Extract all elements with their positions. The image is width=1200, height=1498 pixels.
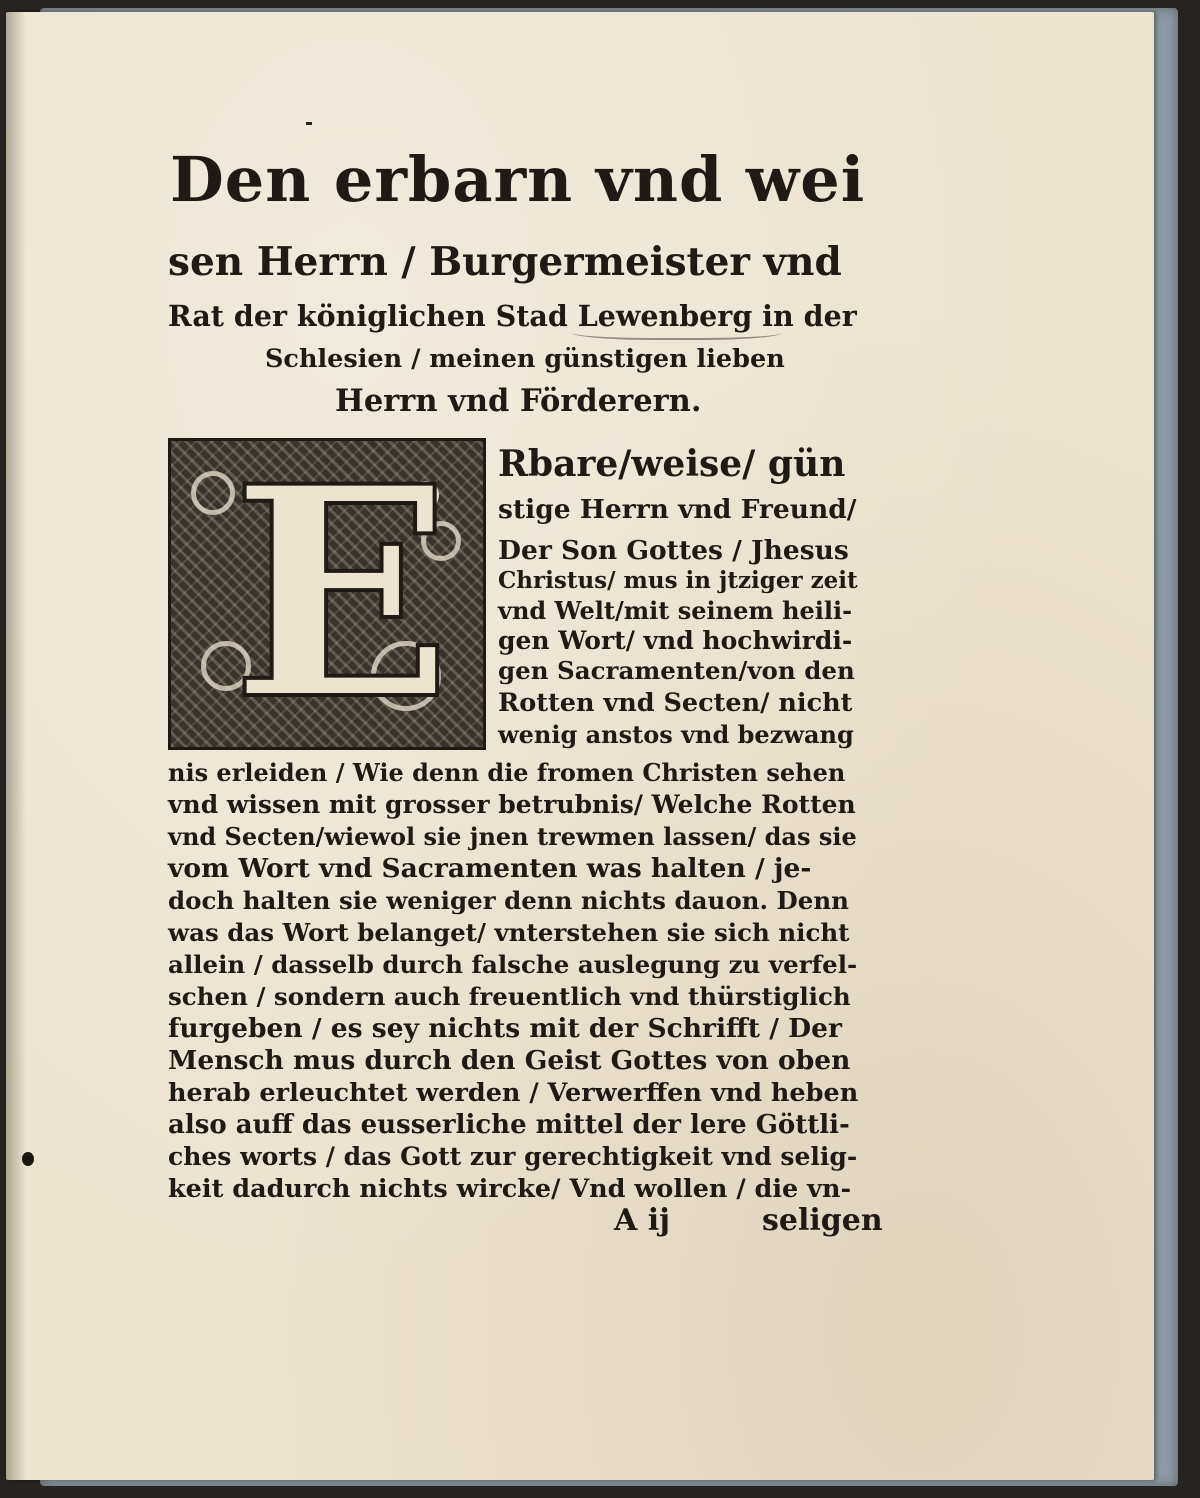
body-line: also auff das eusserliche mittel der lere Göttli- (168, 1110, 850, 1140)
title-line-4: Schlesien / meinen günstigen lieben (265, 344, 785, 374)
body-line: stige Herrn vnd Freund/ (498, 494, 857, 525)
body-line: herab erleuchtet werden / Verwerffen vnd heben (168, 1078, 859, 1108)
ornament-flourish (191, 471, 235, 515)
body-line: nis erleiden / Wie denn die fromen Christen sehen (168, 758, 846, 787)
body-line: vnd Welt/mit seinem heili- (498, 596, 853, 625)
page-gutter-shadow (6, 12, 26, 1480)
body-line: vom Wort vnd Sacramenten was halten / je- (168, 853, 812, 884)
body-line: schen / sondern auch freuentlich vnd thürstiglich (168, 982, 851, 1011)
decorated-initial (168, 438, 486, 750)
signature-mark: A ij (614, 1203, 670, 1238)
body-line: ches worts / das Gott zur gerechtigkeit vnd selig- (168, 1142, 858, 1171)
body-line: gen Sacramenten/von den (498, 656, 855, 685)
title-line-3: Rat der königlichen Stad Lewenberg in der (168, 299, 857, 333)
body-line: keit dadurch nichts wircke/ Vnd wollen / die vn- (168, 1174, 852, 1204)
body-line: was das Wort belanget/ vnterstehen sie sich nicht (168, 918, 850, 947)
body-line: Mensch mus durch den Geist Gottes von oben (168, 1045, 851, 1076)
body-line: furgeben / es sey nichts mit der Schrifft / Der (168, 1013, 842, 1044)
body-line: Rotten vnd Secten/ nicht (498, 688, 853, 718)
body-line: Der Son Gottes / Jhesus (498, 535, 849, 566)
body-line: vnd wissen mit grosser betrubnis/ Welche Rotten (168, 790, 856, 819)
initial-letter: E (231, 438, 453, 750)
body-line: gen Wort/ vnd hochwirdi- (498, 626, 853, 655)
body-line: Rbare/weise/ gün (498, 443, 846, 485)
title-line-5: Herrn vnd Förderern. (335, 383, 702, 419)
title-line-1: Den erbarn vnd wei (170, 143, 866, 216)
ink-spot (22, 1152, 34, 1166)
body-line: wenig anstos vnd bezwang (498, 720, 854, 749)
body-line: allein / dasselb durch falsche auslegung zu verfel- (168, 950, 858, 979)
title-line-2: sen Herrn / Burgermeister vnd (168, 239, 842, 285)
body-line: Christus/ mus in jtziger zeit (498, 567, 858, 594)
catchword: seligen (762, 1203, 883, 1238)
body-line: vnd Secten/wiewol sie jnen trewmen lassen/ das sie (168, 822, 857, 851)
body-line: doch halten sie weniger denn nichts dauon. Denn (168, 886, 849, 915)
ink-mark (306, 122, 312, 125)
